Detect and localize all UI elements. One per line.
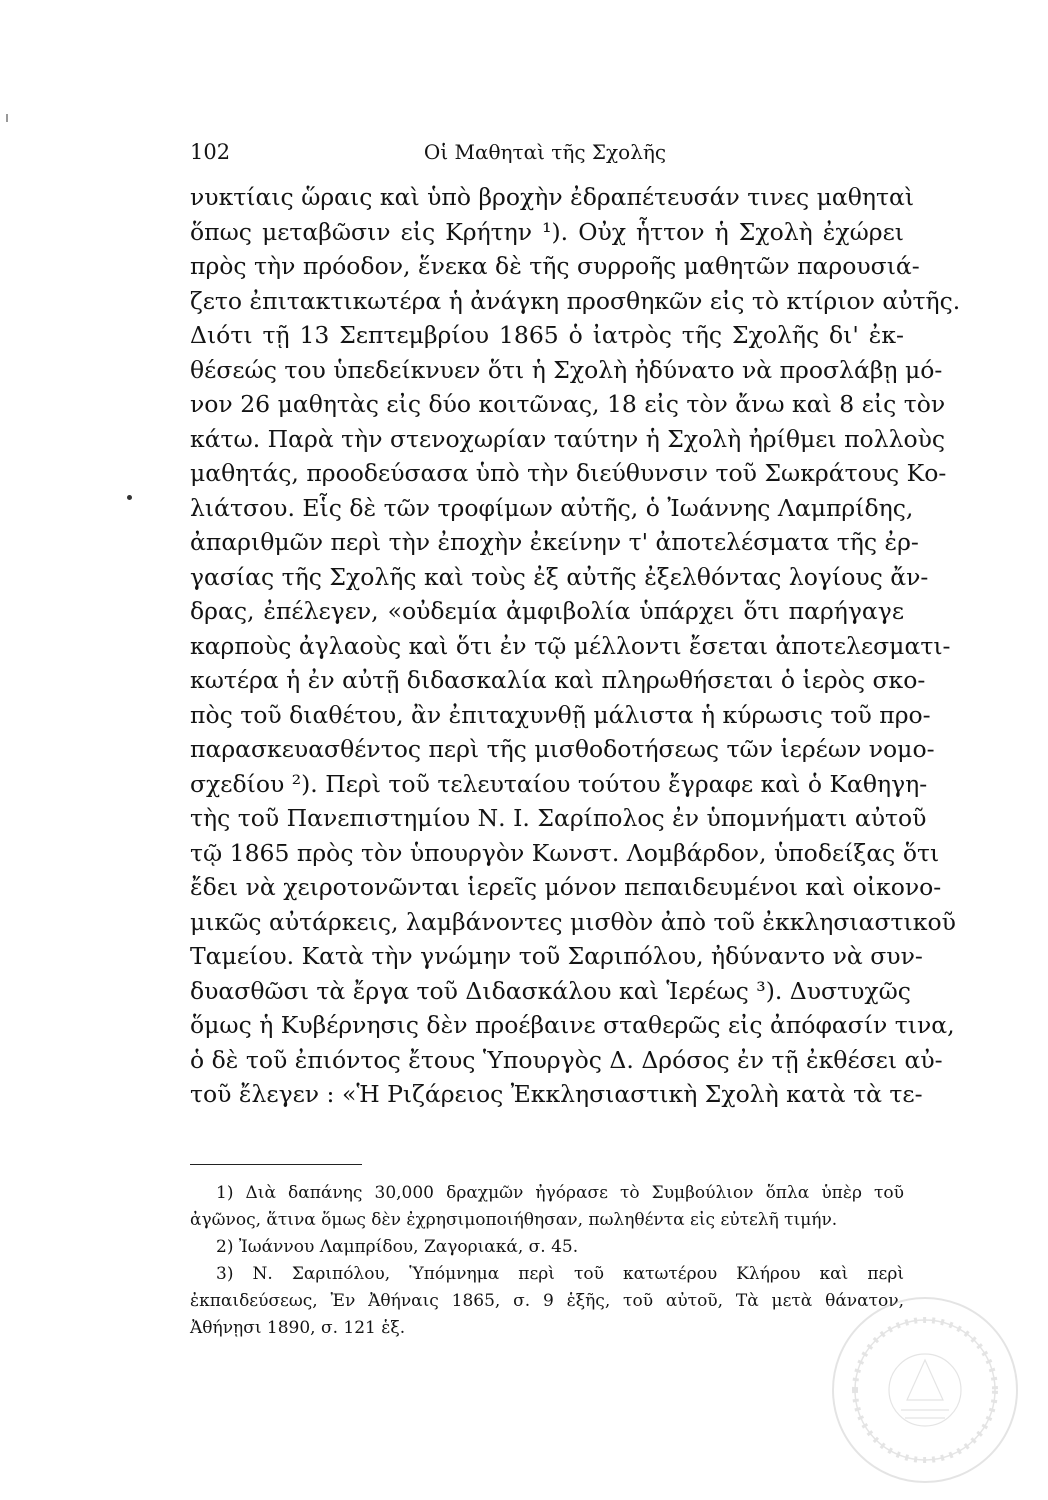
footnote-1-line: 1) Διὰ δαπάνης 30,000 δραχμῶν ἠγόρασε τὸ Συμβούλιον ὅπλα ὑπὲρ τοῦ [216,1183,904,1203]
body-line: ὁ δὲ τοῦ ἐπιόντος ἔτους Ὑπουργὸς Δ. Δρόσος ἐν τῇ ἐκθέσει αὐ- [190,1045,943,1074]
footnote-3-line: ἐκπαιδεύσεως, Ἐν Ἀθήναις 1865, σ. 9 ἑξῆς, τοῦ αὐτοῦ, Τὰ μετὰ θάνατον, [190,1291,904,1311]
footnote-2-line: 2) Ἰωάννου Λαμπρίδου, Ζαγοριακά, σ. 45. [216,1237,579,1257]
scan-artifact [6,114,8,122]
body-line: λιάτσου. Εἷς δὲ τῶν τροφίμων αὐτῆς, ὁ Ἰωάννης Λαμπρίδης, [190,493,914,522]
body-line: πὸς τοῦ διαθέτου, ἂν ἐπιταχυνθῇ μάλιστα ἡ κύρωσις τοῦ προ- [190,700,931,729]
body-line: ζετο ἐπιτακτικωτέρα ἡ ἀνάγκη προσθηκῶν εἰς τὸ κτίριον αὐτῆς. [190,286,961,315]
body-line: μικῶς αὐτάρκεις, λαμβάνοντες μισθὸν ἀπὸ τοῦ ἐκκλησιαστικοῦ [190,907,956,936]
body-line: κωτέρα ἡ ἐν αὐτῇ διδασκαλία καὶ πληρωθήσεται ὁ ἱερὸς σκο- [190,666,926,694]
body-line: τῷ 1865 πρὸς τὸν ὑπουργὸν Κωνστ. Λομβάρδον, ὑποδείξας ὅτι [190,838,940,867]
body-line: Διότι τῇ 13 Σεπτεμβρίου 1865 ὁ ἰατρὸς τῆς Σχολῆς δι' ἐκ- [190,321,904,349]
body-line: νυκτίαις ὥραις καὶ ὑπὸ βροχὴν ἐδραπέτευσάν τινες μαθηταὶ [190,183,915,211]
page-number: 102 [190,140,231,164]
footnote-rule [190,1164,362,1165]
footnote-3-line: 3) Ν. Σαριπόλου, Ὑπόμνημα περὶ τοῦ κατωτέρου Κλήρου καὶ περὶ [216,1264,904,1284]
body-line: μαθητάς, προοδεύσασα ὑπὸ τὴν διεύθυνσιν τοῦ Σωκράτους Κο- [190,459,947,487]
footnote-1-line: ἀγῶνος, ἅτινα ὅμως δὲν ἐχρησιμοποιήθησαν, πωληθέντα εἰς εὐτελῆ τιμήν. [190,1210,838,1230]
body-line: ὅμως ἡ Κυβέρνησις δὲν προέβαινε σταθερῶς εἰς ἀπόφασίν τινα, [190,1011,955,1039]
body-line: νον 26 μαθητὰς εἰς δύο κοιτῶνας, 18 εἰς τὸν ἄνω καὶ 8 εἰς τὸν [190,390,946,418]
body-line: γασίας τῆς Σχολῆς καὶ τοὺς ἐξ αὐτῆς ἐξελθόντας λογίους ἄν- [190,562,929,591]
body-line: παρασκευασθέντος περὶ τῆς μισθοδοτήσεως τῶν ἱερέων νομο- [190,735,935,763]
body-line: σχεδίου ²). Περὶ τοῦ τελευταίου τούτου ἔγραφε καὶ ὁ Καθηγη- [190,769,928,798]
body-line: τοῦ ἔλεγεν : «Ἡ Ριζάρειος Ἐκκλησιαστικὴ Σχολὴ κατὰ τὰ τε- [190,1080,923,1108]
body-line: πρὸς τὴν πρόοδον, ἕνεκα δὲ τῆς συρροῆς μαθητῶν παρουσιά- [190,252,920,280]
page-header [190,140,900,172]
margin-mark [127,495,132,500]
body-line: ἔδει νὰ χειροτονῶνται ἱερεῖς μόνον πεπαιδευμένοι καὶ οἰκονο- [190,873,942,901]
body-line: θέσεώς του ὑπεδείκνυεν ὅτι ἡ Σχολὴ ἠδύνατο νὰ προσλάβῃ μό- [190,355,943,384]
body-line: Ταμείου. Κατὰ τὴν γνώμην τοῦ Σαριπόλου, ἠδύναντο νὰ συν- [190,942,923,970]
body-line: ὅπως μεταβῶσιν εἰς Κρήτην ¹). Οὐχ ἧττον ἡ Σχολὴ ἐχώρει [190,217,904,246]
body-line: τὴς τοῦ Πανεπιστημίου Ν. Ι. Σαρίπολος ἐν ὑπομνήματι αὐτοῦ [190,804,927,832]
running-title: Οἱ Μαθηταὶ τῆς Σχολῆς [423,140,667,164]
body-line: δρας, ἐπέλεγεν, «οὐδεμία ἀμφιβολία ὑπάρχει ὅτι παρήγαγε [190,597,904,625]
body-text [190,180,961,1112]
footnote-3-line: Ἀθήνῃσι 1890, σ. 121 ἑξ. [190,1318,406,1338]
body-line: κάτω. Παρὰ τὴν στενοχωρίαν ταύτην ἡ Σχολὴ ἠρίθμει πολλοὺς [190,424,946,453]
body-line: καρποὺς ἀγλαοὺς καὶ ὅτι ἐν τῷ μέλλοντι ἔσεται ἀποτελεσματι- [190,631,951,660]
body-line: ἀπαριθμῶν περὶ τὴν ἐποχὴν ἐκείνην τ' ἀποτελέσματα τῆς ἐρ- [190,528,919,556]
body-line: δυασθῶσι τὰ ἔργα τοῦ Διδασκάλου καὶ Ἱερέως ³). Δυστυχῶς [190,976,911,1005]
library-stamp-seal [825,1290,1025,1490]
footnotes [190,1180,904,1342]
